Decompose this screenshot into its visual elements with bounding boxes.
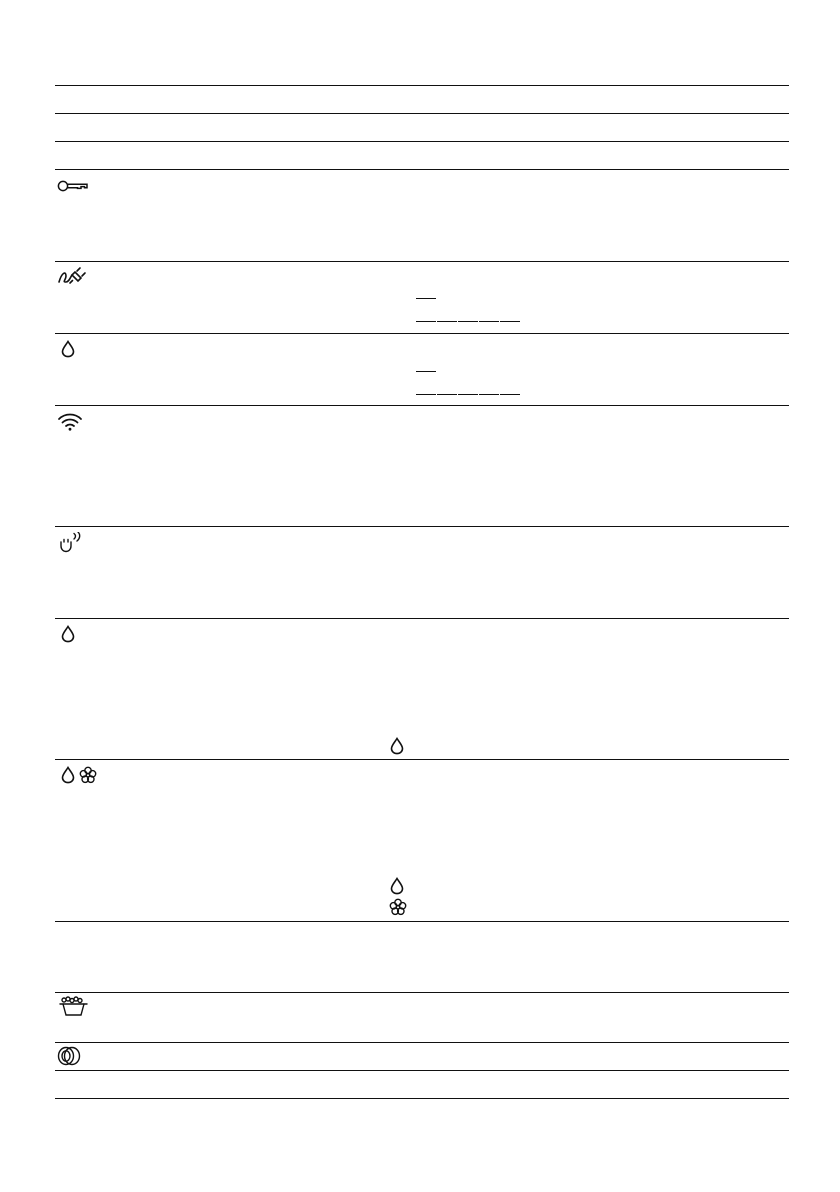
remote-start-icon: [57, 532, 85, 554]
dash-marker: [437, 321, 457, 322]
table-rule: [55, 1042, 789, 1043]
dishes-icon: [57, 1046, 85, 1066]
key-icon: [57, 179, 89, 193]
table-rule: [55, 992, 789, 993]
dash-marker: [458, 321, 478, 322]
table-rule: [55, 921, 789, 922]
water-drop-icon: [390, 737, 404, 755]
dash-marker: [500, 394, 520, 395]
table-rule: [55, 759, 789, 760]
dash-marker: [416, 394, 436, 395]
table-rule: [55, 618, 789, 619]
table-rule: [55, 85, 789, 86]
table-rule: [55, 526, 789, 527]
water-drop-icon: [390, 877, 404, 895]
flower-icon: [389, 898, 407, 916]
wifi-icon: [57, 412, 83, 432]
table-rule: [55, 1098, 789, 1099]
flower-icon: [79, 766, 97, 784]
dash-marker: [437, 394, 457, 395]
table-rule: [55, 1070, 789, 1071]
water-drop-icon: [61, 625, 75, 643]
table-rule: [55, 113, 789, 114]
table-rule: [55, 141, 789, 142]
dash-marker: [416, 298, 436, 299]
table-rule: [55, 405, 789, 406]
dash-marker: [479, 321, 499, 322]
table-rule: [55, 333, 789, 334]
dash-marker: [479, 394, 499, 395]
basket-icon: [57, 996, 91, 1018]
dash-marker: [500, 321, 520, 322]
plug-icon: [57, 266, 89, 286]
water-drop-icon: [61, 766, 75, 784]
table-rule: [55, 169, 789, 170]
dash-marker: [458, 394, 478, 395]
dash-marker: [416, 321, 436, 322]
water-drop-icon: [61, 340, 75, 358]
dash-marker: [416, 371, 436, 372]
table-rule: [55, 261, 789, 262]
